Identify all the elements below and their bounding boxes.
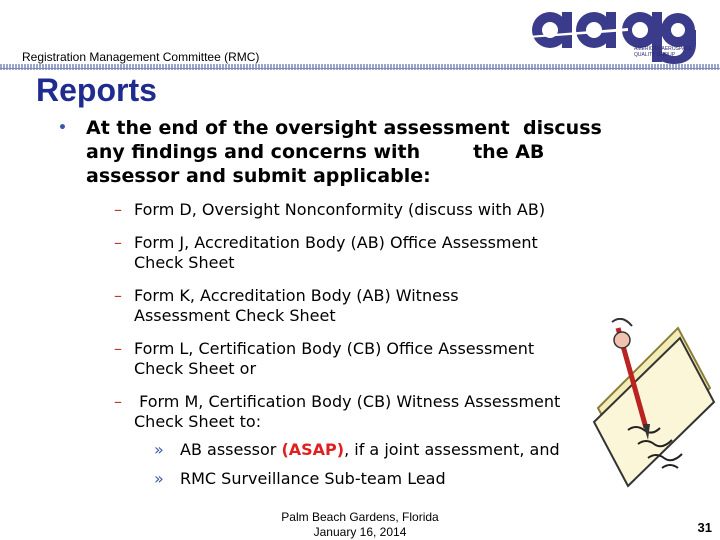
page-number: 31 [697, 520, 712, 535]
sub-item-line: Form K, Accreditation Body (AB) Witness [134, 286, 459, 305]
text-part: , if a joint assessment, and [344, 440, 560, 459]
dash-icon: – [114, 286, 122, 305]
sub-item-line: Check Sheet [134, 253, 235, 272]
logo-subtitle-line: QUALITY GROUP [634, 52, 676, 58]
footer-location: Palm Beach Gardens, Florida [281, 510, 439, 524]
bullet-line: assessor and submit applicable: [86, 165, 431, 187]
sub-sub-item-line: RMC Surveillance Sub-team Lead [180, 469, 446, 488]
sub-item-form-d [114, 200, 674, 220]
chevron-right-icon: » [154, 440, 164, 459]
text-part: AB assessor [180, 440, 282, 459]
logo-subtitle [634, 46, 704, 58]
slide-title: Reports [36, 72, 157, 108]
sub-item-line: Form L, Certification Body (CB) Office Assessment [134, 339, 535, 358]
dash-icon: – [114, 200, 122, 219]
sub-item-line: Check Sheet or [134, 359, 257, 378]
footer-location-date [260, 510, 460, 540]
dash-icon: – [114, 233, 122, 252]
sub-item-line: Check Sheet to: [134, 412, 262, 431]
asap-highlight: (ASAP) [281, 440, 345, 459]
logo-subtitle-line: AMERICAN AEROSPACE [634, 46, 693, 52]
footer-date: January 16, 2014 [313, 525, 407, 539]
sub-item-form-j [114, 233, 674, 273]
writing-clipart-icon [588, 318, 720, 488]
sub-item-line: Form D, Oversight Nonconformity (discuss with AB) [134, 200, 546, 219]
header-divider [0, 64, 720, 70]
main-bullet [58, 116, 698, 188]
bullet-dot-icon: • [58, 120, 67, 136]
dash-icon: – [114, 392, 122, 411]
chevron-right-icon: » [154, 469, 164, 488]
sub-item-line: Form J, Accreditation Body (AB) Office Assessment [134, 233, 538, 252]
header-divider-line [0, 68, 720, 69]
bullet-line: any findings and concerns with the AB [86, 141, 545, 163]
sub-item-line: Form M, Certification Body (CB) Witness Assessment [134, 392, 561, 411]
sub-item-line: Assessment Check Sheet [134, 306, 336, 325]
bullet-line: At the end of the oversight assessment discuss [86, 117, 602, 139]
dash-icon: – [114, 339, 122, 358]
committee-label: Registration Management Committee (RMC) [22, 50, 260, 64]
